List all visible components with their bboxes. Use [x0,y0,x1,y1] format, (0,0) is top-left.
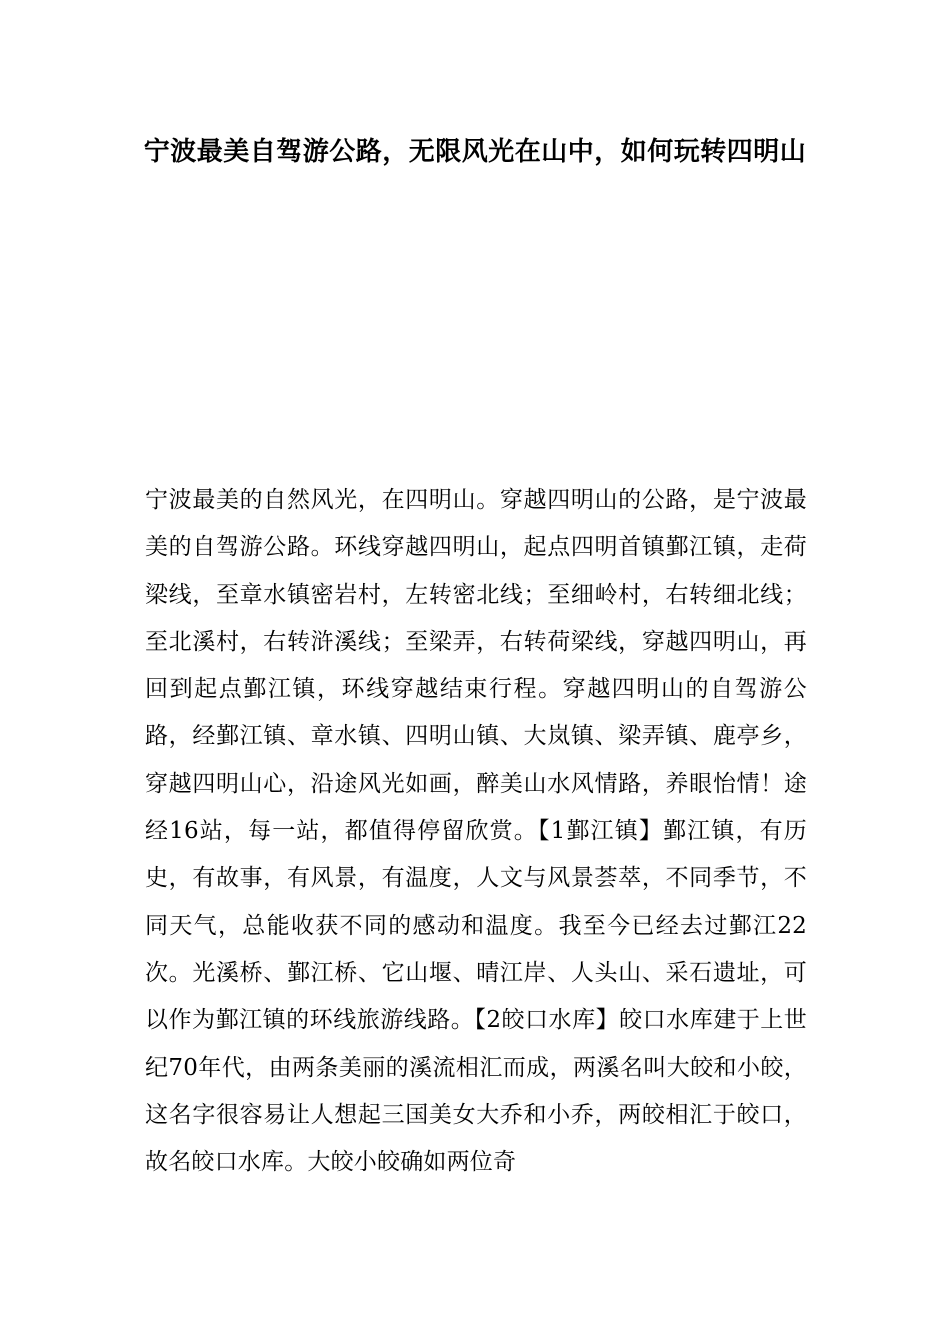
document-title: 宁波最美自驾游公路，无限风光在山中，如何玩转四明山 [143,137,807,167]
document-body-paragraph: 宁波最美的自然风光，在四明山。穿越四明山的公路，是宁波最美的自驾游公路。环线穿越四明山，起点四明首镇鄞江镇，走荷梁线，至章水镇密岩村，左转密北线；至细岭村，右转细北线；至北溪村，右转浒溪线；至梁弄，右转荷梁线，穿越四明山，再回到起点鄞江镇，环线穿越结束行程。穿越四明山的自驾游公路，经鄞江镇、章水镇、四明山镇、大岚镇、梁弄镇、鹿亭乡，穿越四明山心，沿途风光如画，醉美山水风情路，养眼怡情！途经16站，每一站，都值得停留欣赏。【1鄞江镇】鄞江镇，有历史，有故事，有风景，有温度，人文与风景荟萃，不同季节，不同天气，总能收获不同的感动和温度。我至今已经去过鄞江22次。光溪桥、鄞江桥、它山堰、晴江岸、人头山、采石遗址，可以作为鄞江镇的环线旅游线路。【2皎口水库】皎口水库建于上世纪70年代，由两条美丽的溪流相汇而成，两溪名叫大皎和小皎，这名字很容易让人想起三国美女大乔和小乔，两皎相汇于皎口，故名皎口水库。大皎小皎确如两位奇 [145,487,807,1176]
